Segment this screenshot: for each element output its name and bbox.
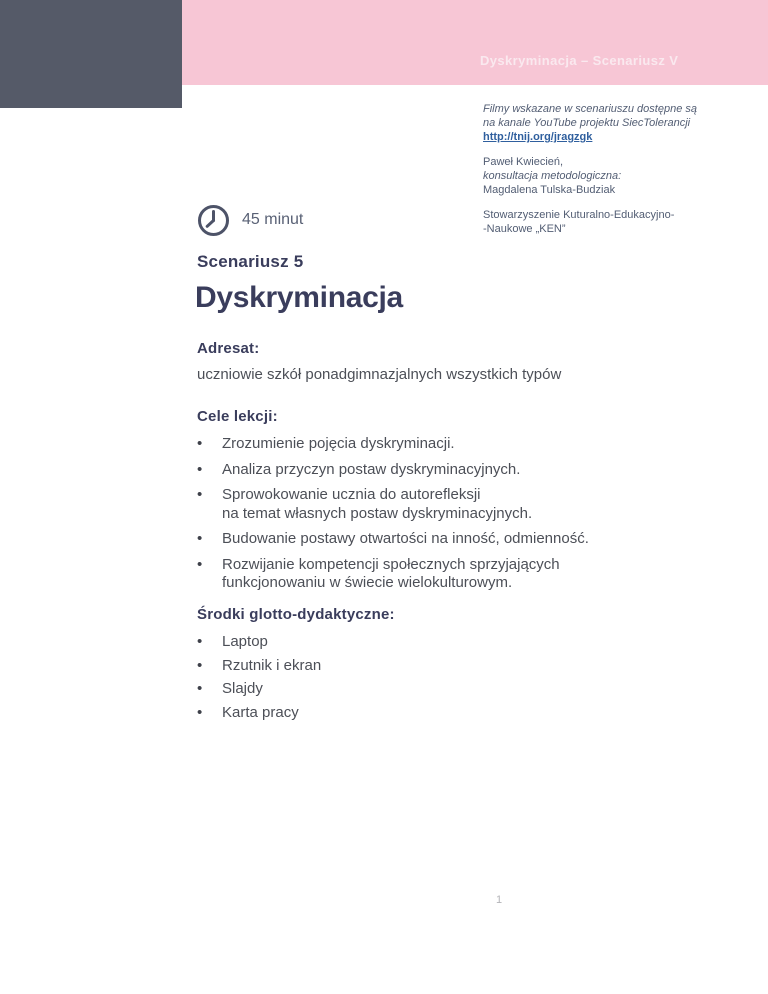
list-item-text: Laptop <box>222 633 268 650</box>
duration-row <box>196 202 303 238</box>
organization-line2: -Naukowe „KEN” <box>483 223 566 235</box>
list-item <box>197 704 667 721</box>
bullet-marker: • <box>197 680 203 697</box>
list-item <box>197 435 667 454</box>
bullet-marker: • <box>197 486 203 503</box>
page-number: 1 <box>495 894 503 906</box>
scenario-number: Scenariusz 5 <box>197 252 304 271</box>
cele-heading: Cele lekcji: <box>197 408 278 425</box>
films-note-line1: Filmy wskazane w scenariuszu dostępne są <box>483 103 697 115</box>
list-item-text: Karta pracy <box>222 703 299 721</box>
films-note-line2: na kanale YouTube projektu SiecTolerancji <box>483 117 691 129</box>
authors-block <box>483 155 763 197</box>
consultation-label: konsultacja metodologiczna: <box>483 170 622 182</box>
list-item-text: Budowanie postawy otwartości na inność, odmienność. <box>222 530 589 547</box>
list-item <box>197 556 667 593</box>
cele-list <box>197 435 667 593</box>
section-cele-lekcji <box>197 408 667 600</box>
bullet-marker: • <box>197 435 203 452</box>
adresat-text: uczniowie szkół ponadgimnazjalnych wszystkich typów <box>197 366 562 383</box>
document-title: Dyskryminacja <box>195 281 403 314</box>
bullet-marker: • <box>197 633 203 650</box>
bullet-marker: • <box>197 460 203 478</box>
list-item-text: Zrozumienie pojęcia dyskryminacji. <box>222 435 455 452</box>
author-name: Paweł Kwiecień, <box>483 156 564 168</box>
list-item <box>197 633 667 650</box>
banner-title: Dyskryminacja – Scenariusz V <box>480 53 679 68</box>
list-item <box>197 461 667 480</box>
info-panel <box>483 102 763 236</box>
video-channel-link[interactable]: http://tnij.org/jragzgk <box>483 131 593 143</box>
list-item-text: Rozwijanie kompetencji społecznych sprzyjających funkcjonowaniu w świecie wielokulturowym. <box>222 555 560 591</box>
list-item <box>197 486 667 523</box>
srodki-heading: Środki glotto-dydaktyczne: <box>197 606 395 623</box>
list-item <box>197 680 667 697</box>
list-item-text: Analiza przyczyn postaw dyskryminacyjnych. <box>222 460 521 478</box>
list-item-text: Rzutnik i ekran <box>222 656 322 674</box>
header-banner <box>182 0 768 85</box>
cover-corner-block <box>0 0 182 108</box>
list-item-text: Slajdy <box>222 680 263 697</box>
section-srodki <box>197 606 667 727</box>
list-item-text: Sprowokowanie ucznia do autorefleksji na temat własnych postaw dyskryminacyjnych. <box>222 486 533 522</box>
organization-block <box>483 208 763 236</box>
clock-icon <box>196 203 231 238</box>
organization-line1: Stowarzyszenie Kuturalno-Edukacyjno- <box>483 209 675 221</box>
bullet-marker: • <box>197 555 203 573</box>
bullet-marker: • <box>197 530 203 547</box>
list-item <box>197 657 667 674</box>
srodki-list <box>197 633 667 721</box>
bullet-marker: • <box>197 656 203 674</box>
list-item <box>197 530 667 549</box>
consultant-name: Magdalena Tulska-Budziak <box>483 184 616 196</box>
bullet-marker: • <box>197 703 203 721</box>
duration-label: 45 minut <box>242 211 304 228</box>
adresat-heading: Adresat: <box>197 340 260 357</box>
section-adresat <box>197 340 667 383</box>
